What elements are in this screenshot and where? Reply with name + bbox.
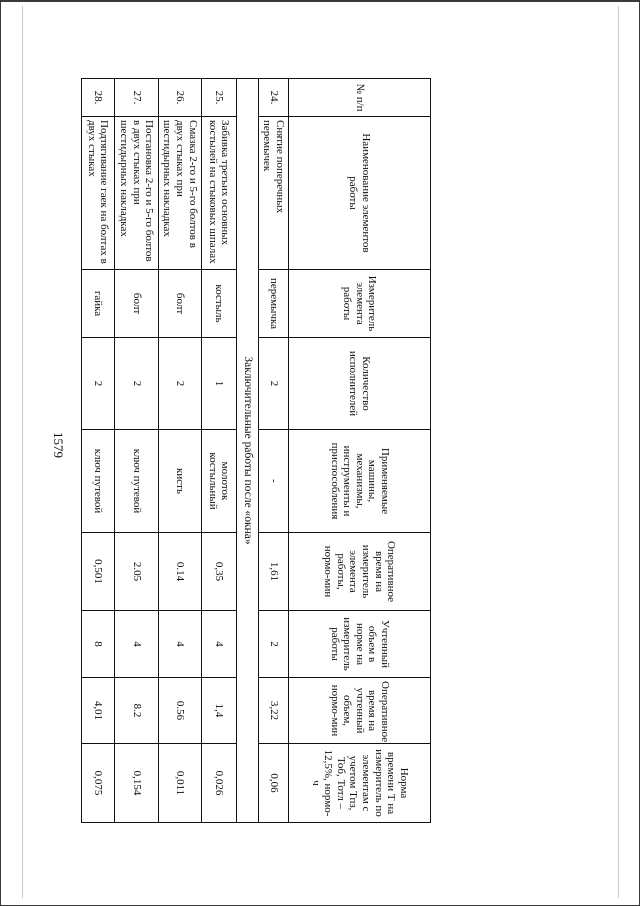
cell-volume: 4 — [158, 611, 201, 678]
cell-norm: 0,075 — [81, 744, 114, 823]
header-norm: Норма времени Т на измеритель по элементам с учетом Тпз, Тоб, Тотл – 12,5%, нормо-ч — [289, 744, 431, 823]
cell-tools: ключ путевой — [114, 430, 158, 533]
section-row — [236, 79, 258, 823]
cell-op-total: 3,22 — [258, 678, 288, 744]
section-title: Заключительные работы после «окна» — [236, 79, 258, 823]
cell-volume: 2 — [258, 611, 288, 678]
norms-table — [81, 78, 431, 823]
cell-op-time: 0,501 — [81, 533, 114, 611]
table-row — [258, 79, 288, 823]
header-workers: Количество исполнителей — [289, 338, 431, 430]
table-row — [201, 79, 236, 823]
header-volume: Учтенный объем в норме на измеритель работы — [289, 611, 431, 678]
cell-num: 28. — [81, 79, 114, 117]
cell-num: 25. — [201, 79, 236, 117]
cell-tools: молоток костыльный — [201, 430, 236, 533]
rotated-table-frame — [86, 78, 431, 822]
cell-op-time: 2.05 — [114, 533, 158, 611]
scan-artifact-line — [22, 6, 23, 898]
header-op-time: Оперативное время на измеритель элемента работы, нормо-мин — [289, 533, 431, 611]
cell-op-time: 0,35 — [201, 533, 236, 611]
cell-norm: 0,011 — [158, 744, 201, 823]
cell-workers: 1 — [201, 338, 236, 430]
header-unit: Измеритель элемента работы — [289, 270, 431, 338]
page-number: 1579 — [51, 432, 66, 458]
cell-unit: гайка — [81, 270, 114, 338]
cell-unit: перемычка — [258, 270, 288, 338]
header-tools: Применяемые машины, механизмы, инструменты и приспособления — [289, 430, 431, 533]
header-element-name: Наименование элементов работы — [289, 117, 431, 270]
cell-op-total: 0.56 — [158, 678, 201, 744]
cell-name: Забивка третьих основных костылей на стыковых шпалах — [201, 117, 236, 270]
cell-tools: - — [258, 430, 288, 533]
cell-workers: 2 — [114, 338, 158, 430]
cell-name: Смазка 2-го и 5-го болтов в двух стыках при шестидырных накладках — [158, 117, 201, 270]
cell-norm: 0,06 — [258, 744, 288, 823]
cell-num: 26. — [158, 79, 201, 117]
scan-artifact-line — [618, 6, 619, 898]
cell-volume: 4 — [201, 611, 236, 678]
cell-unit: костыль — [201, 270, 236, 338]
cell-workers: 2 — [81, 338, 114, 430]
header-num: № п/п — [289, 79, 431, 117]
rotated-table-content — [86, 78, 431, 822]
cell-num: 24. — [258, 79, 288, 117]
table-row — [158, 79, 201, 823]
cell-tools: кисть — [158, 430, 201, 533]
cell-op-total: 4,01 — [81, 678, 114, 744]
cell-op-total: 1,4 — [201, 678, 236, 744]
header-op-total: Оперативное время на учтенный объем, нормо-мин — [289, 678, 431, 744]
cell-name: Снятие поперечных перемычек — [258, 117, 288, 270]
cell-tools: ключ путевой — [81, 430, 114, 533]
cell-name: Подтягивание гаек на болтах в двух стыках — [81, 117, 114, 270]
cell-workers: 2 — [258, 338, 288, 430]
cell-op-time: 0.14 — [158, 533, 201, 611]
cell-op-total: 8.2 — [114, 678, 158, 744]
table-header-row — [289, 79, 431, 823]
cell-num: 27. — [114, 79, 158, 117]
cell-norm: 0,154 — [114, 744, 158, 823]
table-row — [81, 79, 114, 823]
cell-volume: 8 — [81, 611, 114, 678]
cell-norm: 0,026 — [201, 744, 236, 823]
cell-volume: 4 — [114, 611, 158, 678]
cell-unit: болт — [158, 270, 201, 338]
table-row — [114, 79, 158, 823]
cell-workers: 2 — [158, 338, 201, 430]
cell-name: Постановка 2-го и 5-го болтов в двух стыках при шестидырных накладках — [114, 117, 158, 270]
cell-unit: болт — [114, 270, 158, 338]
cell-op-time: 1,61 — [258, 533, 288, 611]
